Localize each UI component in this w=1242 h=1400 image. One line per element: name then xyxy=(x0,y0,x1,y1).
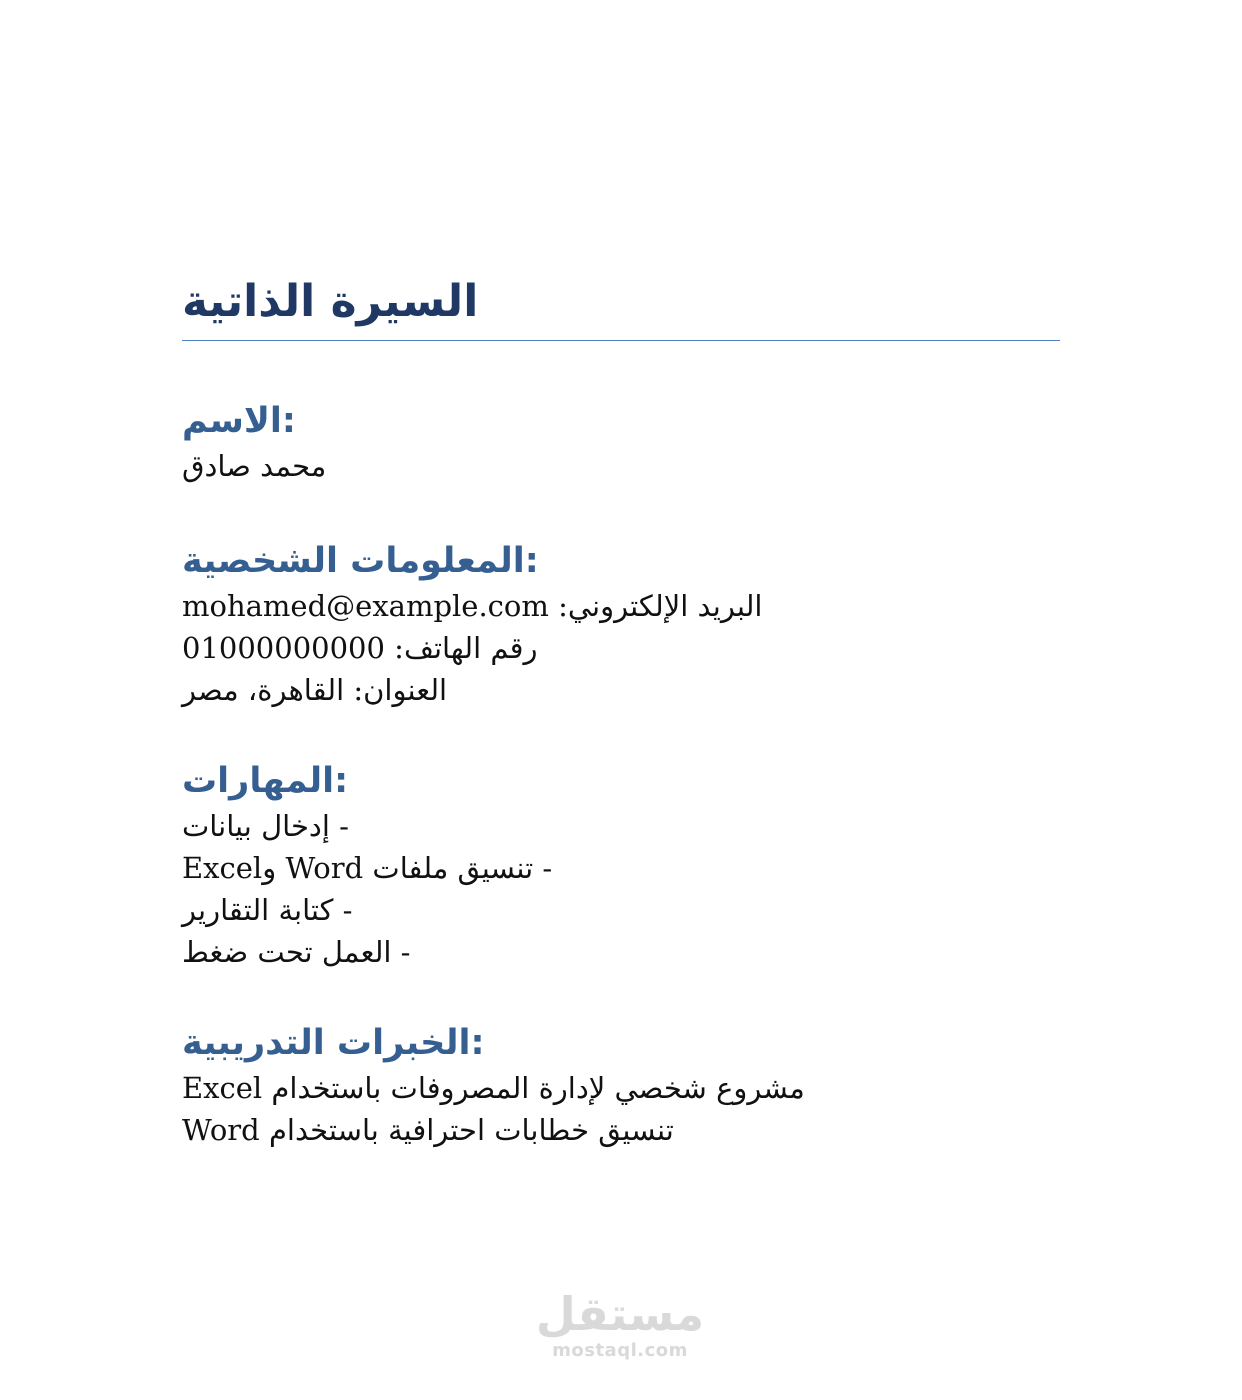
page-title: السيرة الذاتية xyxy=(182,270,1060,341)
skill-item: - كتابة التقارير xyxy=(182,893,353,927)
name-heading: :الاسم xyxy=(182,401,296,441)
watermark-logo: مستقل xyxy=(535,1287,705,1341)
mostaql-watermark xyxy=(520,1288,720,1362)
training-heading: :الخبرات التدريبية xyxy=(182,1023,485,1063)
address-line: العنوان: القاهرة، مصر xyxy=(182,673,448,707)
name-value: محمد صادق xyxy=(182,449,327,483)
name-section xyxy=(182,397,1060,487)
personal-info-heading: :المعلومات الشخصية xyxy=(182,541,539,581)
resume-content xyxy=(182,270,1060,1151)
training-item: تنسيق خطابات احترافية باستخدام Word xyxy=(182,1113,674,1147)
email-line: البريد الإلكتروني: mohamed@example.com xyxy=(182,589,763,623)
training-item: مشروع شخصي لإدارة المصروفات باستخدام Excel xyxy=(182,1071,805,1105)
skill-item: - تنسيق ملفات Word وExcel xyxy=(182,851,553,885)
watermark-url: mostaql.com xyxy=(552,1340,688,1361)
skill-item: - إدخال بيانات xyxy=(182,809,349,843)
skills-section xyxy=(182,757,1060,973)
training-section xyxy=(182,1019,1060,1151)
personal-info-section xyxy=(182,537,1060,711)
skill-item: - العمل تحت ضغط xyxy=(182,935,411,969)
skills-heading: :المهارات xyxy=(182,761,349,801)
phone-line: رقم الهاتف: 01000000000 xyxy=(182,631,538,665)
